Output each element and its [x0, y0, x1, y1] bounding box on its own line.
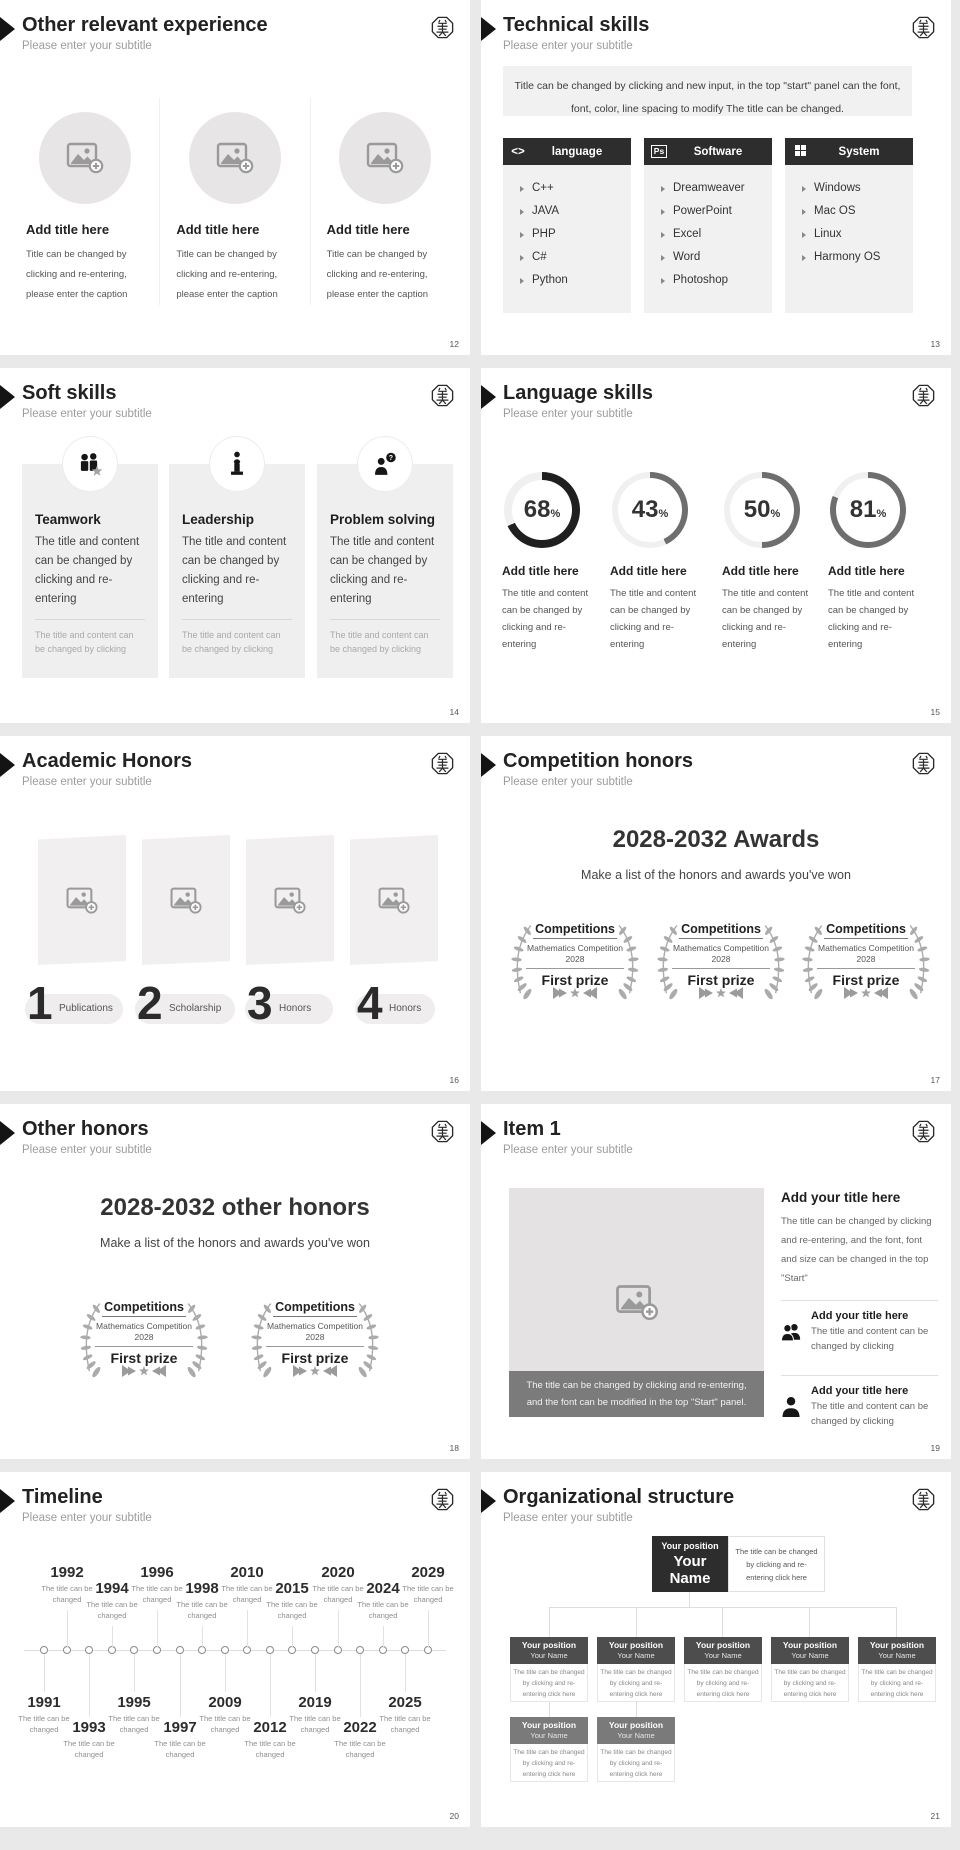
award-wreath: [656, 914, 786, 1018]
honor-number: 3: [247, 977, 273, 1029]
leaf-chevron-icon: [699, 987, 713, 999]
wreath-competition: Mathematics Competition 2028: [526, 943, 624, 969]
code-icon: <>: [511, 145, 525, 158]
leaf-chevron-icon: [122, 1365, 136, 1377]
connector: [896, 1607, 897, 1637]
star-icon: [310, 1366, 320, 1376]
feature-row: [781, 1301, 938, 1363]
bullet-icon: [661, 209, 665, 215]
page-number: 12: [449, 339, 459, 349]
card-title: Problem solving: [330, 512, 436, 527]
leadership-icon: [210, 437, 264, 491]
problem-solving-icon: [358, 437, 412, 491]
org-child-box: Your position Your Name The title can be changed by clicking and re-entering click here: [597, 1717, 675, 1782]
slide-marker-icon: [481, 1489, 496, 1513]
language-skill: [502, 472, 590, 653]
leaf-chevron-icon: [844, 987, 858, 999]
slide-marker-icon: [481, 753, 496, 777]
awards-heading: 2028-2032 other honors: [100, 1194, 370, 1221]
image-caption: The title can be changed by clicking and re-entering, and the font can be modified in the top "Start" panel.: [509, 1371, 764, 1417]
org-child-box: Your position Your Name The title can be changed by clicking and re-entering click here: [510, 1717, 588, 1782]
page-number: 17: [930, 1075, 940, 1085]
slide-header: [0, 1486, 460, 1532]
root-name: Your Name: [669, 1553, 711, 1587]
wreath-prize: First prize: [541, 972, 609, 988]
slide-subtitle: Please enter your subtitle: [503, 408, 633, 420]
wreath-competition: Mathematics Competition 2028: [672, 943, 770, 969]
person-icon: [781, 1392, 801, 1422]
slide-title: Language skills: [503, 382, 654, 404]
list-item: Excel: [661, 223, 772, 246]
brand-seal-icon: [910, 750, 937, 777]
slide-title: Other honors: [22, 1118, 149, 1140]
bullet-icon: [661, 278, 665, 284]
slide-marker-icon: [0, 1121, 15, 1145]
list-item: PowerPoint: [661, 200, 772, 223]
ring-body: The title and content can be changed by clicking and re-entering: [722, 588, 809, 650]
slide-header: [481, 1118, 941, 1164]
add-image-icon: [273, 886, 307, 915]
timeline-entry: 2029 The title can be changed: [398, 1564, 458, 1605]
awards-heading: 2028-2032 Awards: [612, 826, 820, 853]
add-image-icon: [65, 141, 105, 175]
donut-chart: 50 %: [724, 472, 800, 548]
slide-title: Item 1: [503, 1118, 561, 1140]
experience-item: [310, 98, 460, 305]
divider: [35, 619, 145, 620]
slide-subtitle: Please enter your subtitle: [22, 408, 152, 420]
column-header: <> language: [503, 138, 631, 165]
ring-title: Add title here: [610, 564, 687, 578]
timeline-node: [401, 1646, 409, 1654]
page-number: 19: [930, 1443, 940, 1453]
leaf-chevron-icon: [152, 1365, 166, 1377]
slide-marker-icon: [481, 17, 496, 41]
bullet-icon: [661, 255, 665, 261]
brand-seal-icon: [910, 14, 937, 41]
brand-seal-icon: [429, 14, 456, 41]
org-child-note: The title can be changed by clicking and re-entering click here: [684, 1664, 762, 1702]
bullet-icon: [661, 232, 665, 238]
slide-header: [0, 382, 460, 428]
timeline-entry: 1994 The title can be changed: [82, 1580, 142, 1621]
slide-subtitle: Please enter your subtitle: [503, 40, 633, 52]
ring-title: Add title here: [828, 564, 905, 578]
image-placeholder[interactable]: [142, 835, 230, 965]
timeline-entry: 1998 The title can be changed: [172, 1580, 232, 1621]
timeline-entry: 2024 The title can be changed: [353, 1580, 413, 1621]
add-image-icon: [65, 886, 99, 915]
org-child-note: The title can be changed by clicking and re-entering click here: [597, 1744, 675, 1782]
timeline-entry: 2022 The title can be changed: [330, 1719, 390, 1760]
timeline-node: [266, 1646, 274, 1654]
skill-column-language: [503, 138, 631, 313]
timeline-entry: 1997 The title can be changed: [150, 1719, 210, 1760]
timeline-entry: 2019 The title can be changed: [285, 1694, 345, 1735]
slide-marker-icon: [0, 385, 15, 409]
connector: [549, 1607, 550, 1637]
org-child-note: The title can be changed by clicking and re-entering click here: [858, 1664, 936, 1702]
donut-chart: 68 %: [504, 472, 580, 548]
org-child-box: Your position Your Name The title can be changed by clicking and re-entering click here: [597, 1637, 675, 1702]
row-body: The title and content can be changed by clicking: [811, 1401, 929, 1427]
connector: [549, 1700, 550, 1717]
brand-seal-icon: [429, 1118, 456, 1145]
list-item: C++: [520, 177, 631, 200]
star-icon: [570, 988, 580, 998]
slide-17[interactable]: [481, 736, 951, 1091]
card-body: The title and content can be changed by clicking and re-entering: [35, 536, 140, 605]
row-title: Add your title here: [811, 1310, 909, 1322]
timeline-node: [40, 1646, 48, 1654]
page-number: 20: [449, 1811, 459, 1821]
slide-16[interactable]: [0, 736, 470, 1091]
slide-title: Other relevant experience: [22, 14, 268, 36]
add-image-icon: [365, 141, 405, 175]
root-position: Your position: [661, 1541, 719, 1551]
item-caption: Title can be changed by clicking and re-entering, please enter the caption: [26, 249, 128, 300]
list-item: Python: [520, 269, 631, 292]
donut-chart: 81 %: [830, 472, 906, 548]
list-item: Linux: [802, 223, 913, 246]
ring-title: Add title here: [502, 564, 579, 578]
org-root-box: [652, 1536, 728, 1592]
timeline-node: [176, 1646, 184, 1654]
card-title: Leadership: [182, 512, 255, 527]
slide-marker-icon: [0, 1489, 15, 1513]
card-body: The title and content can be changed by clicking and re-entering: [182, 536, 287, 605]
column-header: Ps Software: [644, 138, 772, 165]
image-placeholder[interactable]: [339, 112, 431, 204]
slide-header: [481, 382, 941, 428]
row-title: Add your title here: [811, 1385, 909, 1397]
slide-subtitle: Please enter your subtitle: [22, 40, 152, 52]
page-number: 21: [930, 1811, 940, 1821]
windows-icon: [785, 145, 815, 159]
slide-subtitle: Please enter your subtitle: [503, 1512, 633, 1524]
photoshop-icon: Ps: [644, 145, 674, 158]
slide-header: [481, 1486, 941, 1532]
wreath-prize: First prize: [281, 1350, 349, 1366]
wreath-prize: First prize: [110, 1350, 178, 1366]
list-item: Photoshop: [661, 269, 772, 292]
list-item: Word: [661, 246, 772, 269]
feature-row: [781, 1376, 938, 1438]
connector: [636, 1607, 637, 1637]
list-item: C#: [520, 246, 631, 269]
bullet-icon: [802, 209, 806, 215]
leaf-chevron-icon: [293, 1365, 307, 1377]
card-footer: The title and content can be changed by clicking: [330, 630, 429, 654]
item-title: Add title here: [176, 222, 260, 237]
slide-14[interactable]: [0, 368, 470, 723]
item-caption: Title can be changed by clicking and re-entering, please enter the caption: [176, 249, 278, 300]
leaf-chevron-icon: [553, 987, 567, 999]
brand-seal-icon: [910, 382, 937, 409]
brand-seal-icon: [910, 1486, 937, 1513]
brand-seal-icon: [429, 1486, 456, 1513]
ring-body: The title and content can be changed by clicking and re-entering: [610, 588, 697, 650]
wreath-title: Competitions: [102, 1300, 186, 1317]
org-child-note: The title can be changed by clicking and re-entering click here: [510, 1744, 588, 1782]
list-item: Dreamweaver: [661, 177, 772, 200]
org-child-box: Your position Your Name The title can be changed by clicking and re-entering click here: [858, 1637, 936, 1702]
language-skill: [610, 472, 698, 653]
soft-skill-card: [169, 464, 305, 678]
honor-number: 2: [137, 977, 163, 1029]
language-skill: [722, 472, 810, 653]
slide-header: [481, 14, 941, 60]
bullet-icon: [802, 186, 806, 192]
slide-13[interactable]: [481, 0, 951, 355]
slide-title: Timeline: [22, 1486, 103, 1508]
award-wreath: [801, 914, 931, 1018]
org-child-box: Your position Your Name The title can be changed by clicking and re-entering click here: [771, 1637, 849, 1702]
item-title: Add title here: [26, 222, 110, 237]
note-box: Title can be changed by clicking and new input, in the top "start" panel can the font, font, color, line spacing to modify The title can be changed.: [503, 66, 912, 116]
honor-number: 4: [357, 977, 383, 1029]
slide-subtitle: Please enter your subtitle: [22, 1512, 152, 1524]
slide-subtitle: Please enter your subtitle: [503, 776, 633, 788]
ring-body: The title and content can be changed by clicking and re-entering: [828, 588, 915, 650]
timeline: [0, 1558, 470, 1808]
language-skill: [828, 472, 916, 653]
skill-column-system: [785, 138, 913, 313]
timeline-entry: 2009 The title can be changed: [195, 1694, 255, 1735]
slide-21[interactable]: [481, 1472, 951, 1827]
slide-marker-icon: [481, 1121, 496, 1145]
page-number: 16: [449, 1075, 459, 1085]
slide-marker-icon: [0, 753, 15, 777]
wreath-prize: First prize: [687, 972, 755, 988]
honor-label: [25, 977, 123, 1029]
slide-header: [0, 1118, 460, 1164]
bullet-icon: [520, 209, 524, 215]
honor-label: [355, 977, 435, 1029]
org-root-note: The title can be changed by clicking and re-entering click here: [728, 1536, 825, 1592]
wreath-title: Competitions: [273, 1300, 357, 1317]
slide-18[interactable]: [0, 1104, 470, 1459]
item-title: Add title here: [326, 222, 410, 237]
add-image-icon: [169, 886, 203, 915]
slide-subtitle: Please enter your subtitle: [22, 776, 152, 788]
honor-text: Honors: [279, 1003, 312, 1014]
timeline-entry: 1992 The title can be changed: [37, 1564, 97, 1605]
soft-skill-card: [22, 464, 158, 678]
list-item: Windows: [802, 177, 913, 200]
slide-20[interactable]: [0, 1472, 470, 1827]
slide-subtitle: Please enter your subtitle: [503, 1144, 633, 1156]
connector: [722, 1607, 723, 1637]
bullet-icon: [661, 186, 665, 192]
org-child-box: Your position Your Name The title can be changed by clicking and re-entering click here: [510, 1637, 588, 1702]
ring-title: Add title here: [722, 564, 799, 578]
column-header: System: [785, 138, 913, 165]
list-item: Harmony OS: [802, 246, 913, 269]
svg-text:?: ?: [388, 454, 394, 462]
donut-chart: 43 %: [612, 472, 688, 548]
timeline-entry: 2012 The title can be changed: [240, 1719, 300, 1760]
honor-text: Publications: [59, 1003, 113, 1014]
star-icon: [861, 988, 871, 998]
teamwork-icon: [63, 437, 117, 491]
ring-body: The title and content can be changed by clicking and re-entering: [502, 588, 589, 650]
award-wreath: [250, 1292, 380, 1396]
image-placeholder[interactable]: [350, 835, 438, 965]
connector: [636, 1700, 637, 1717]
add-image-icon: [215, 141, 255, 175]
slide-marker-icon: [481, 385, 496, 409]
wreath-title: Competitions: [824, 922, 908, 939]
slide-header: [0, 14, 460, 60]
slide-title: Organizational structure: [503, 1486, 735, 1508]
image-placeholder[interactable]: [189, 112, 281, 204]
bullet-icon: [802, 255, 806, 261]
timeline-entry: 1993 The title can be changed: [59, 1719, 119, 1760]
row-body: The title and content can be changed by clicking: [811, 1326, 929, 1352]
star-icon: [139, 1366, 149, 1376]
page-number: 13: [930, 339, 940, 349]
brand-seal-icon: [429, 750, 456, 777]
page-number: 18: [449, 1443, 459, 1453]
image-placeholder[interactable]: [246, 835, 334, 965]
timeline-node: [356, 1646, 364, 1654]
slide-title: Technical skills: [503, 14, 650, 36]
bullet-icon: [520, 232, 524, 238]
timeline-entry: 1995 The title can be changed: [104, 1694, 164, 1735]
awards-subheading: Make a list of the honors and awards you've won: [100, 1236, 370, 1250]
divider: [330, 619, 440, 620]
slide-19[interactable]: [481, 1104, 951, 1459]
slide-header: [0, 750, 460, 796]
honor-label: [245, 977, 333, 1029]
leaf-chevron-icon: [583, 987, 597, 999]
bullet-icon: [520, 255, 524, 261]
add-image-icon: [614, 1283, 660, 1322]
org-child-note: The title can be changed by clicking and re-entering click here: [510, 1664, 588, 1702]
slide-title: Competition honors: [503, 750, 693, 772]
slide-header: [481, 750, 941, 796]
section-title: Add your title here: [781, 1190, 901, 1205]
soft-skill-card: [317, 454, 453, 678]
experience-item: [10, 98, 159, 305]
item-caption: Title can be changed by clicking and re-entering, please enter the caption: [326, 249, 429, 300]
connector: [689, 1592, 690, 1607]
bullet-icon: [520, 278, 524, 284]
star-icon: [716, 988, 726, 998]
list-item: PHP: [520, 223, 631, 246]
people-icon: [781, 1317, 801, 1347]
award-wreath: [79, 1292, 209, 1396]
page-number: 14: [449, 707, 459, 717]
card-footer: The title and content can be changed by clicking: [35, 630, 134, 654]
skill-column-software: [644, 138, 772, 313]
leaf-chevron-icon: [729, 987, 743, 999]
wreath-competition: Mathematics Competition 2028: [266, 1321, 364, 1347]
timeline-node: [85, 1646, 93, 1654]
honor-number: 1: [27, 977, 53, 1029]
card-footer: The title and content can be changed by clicking: [182, 630, 281, 654]
list-item: Mac OS: [802, 200, 913, 223]
brand-seal-icon: [429, 382, 456, 409]
org-child-box: Your position Your Name The title can be changed by clicking and re-entering click here: [684, 1637, 762, 1702]
honor-text: Honors: [389, 1003, 422, 1014]
timeline-entry: 1991 The title can be changed: [14, 1694, 74, 1735]
section-body: The title can be changed by clicking and re-entering, and the font, font and size can be changed in the top "Start": [781, 1216, 932, 1284]
page-number: 15: [930, 707, 940, 717]
wreath-title: Competitions: [679, 922, 763, 939]
timeline-entry: 1996 The title can be changed: [127, 1564, 187, 1605]
timeline-node: [221, 1646, 229, 1654]
org-child-note: The title can be changed by clicking and re-entering click here: [771, 1664, 849, 1702]
timeline-node: [130, 1646, 138, 1654]
card-title: Teamwork: [35, 512, 101, 527]
award-wreath: [510, 914, 640, 1018]
timeline-node: [311, 1646, 319, 1654]
slide-marker-icon: [0, 17, 15, 41]
timeline-entry: 2010 The title can be changed: [217, 1564, 277, 1605]
slide-title: Soft skills: [22, 382, 117, 404]
org-child-note: The title can be changed by clicking and re-entering click here: [597, 1664, 675, 1702]
honor-label: [135, 977, 235, 1029]
connector: [809, 1607, 810, 1637]
list-item: JAVA: [520, 200, 631, 223]
slide-title: Academic Honors: [22, 750, 193, 772]
image-placeholder[interactable]: [39, 112, 131, 204]
wreath-competition: Mathematics Competition 2028: [95, 1321, 193, 1347]
awards-subheading: Make a list of the honors and awards you've won: [581, 868, 851, 882]
wreath-title: Competitions: [533, 922, 617, 939]
timeline-entry: 2020 The title can be changed: [308, 1564, 368, 1605]
slide-12[interactable]: [0, 0, 470, 355]
timeline-entry: 2015 The title can be changed: [262, 1580, 322, 1621]
slide-15[interactable]: [481, 368, 951, 723]
image-placeholder[interactable]: [38, 835, 126, 965]
add-image-icon: [377, 886, 411, 915]
card-body: The title and content can be changed by clicking and re-entering: [330, 536, 435, 605]
bullet-icon: [802, 232, 806, 238]
connector: [549, 1607, 897, 1608]
slide-subtitle: Please enter your subtitle: [22, 1144, 152, 1156]
divider: [182, 619, 292, 620]
timeline-entry: 2025 The title can be changed: [375, 1694, 435, 1735]
brand-seal-icon: [910, 1118, 937, 1145]
honor-text: Scholarship: [169, 1003, 222, 1014]
leaf-chevron-icon: [874, 987, 888, 999]
experience-item: [159, 98, 309, 305]
wreath-competition: Mathematics Competition 2028: [817, 943, 915, 969]
bullet-icon: [520, 186, 524, 192]
leaf-chevron-icon: [323, 1365, 337, 1377]
wreath-prize: First prize: [832, 972, 900, 988]
